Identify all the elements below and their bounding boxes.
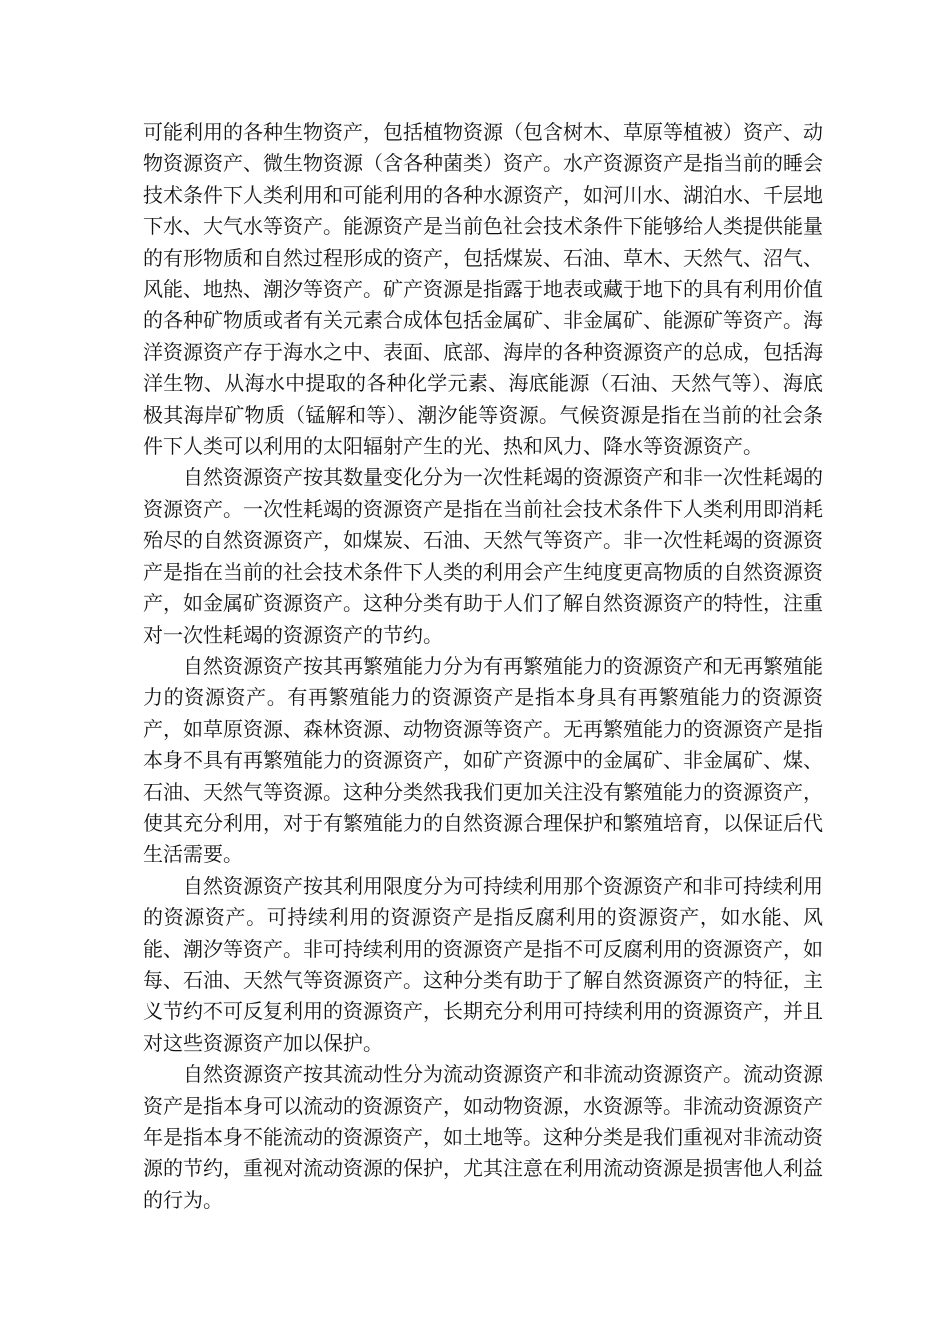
paragraph-2: 自然资源资产按其数量变化分为一次性耗竭的资源资产和非一次性耗竭的资源资产。一次性耗竭的资源资产是指在当前社会技术条件下人类利用即消耗殆尽的自然资源资产，如煤炭、石油、天然气等资产。非一次性耗竭的资源资产是指在当前的社会技术条件下人类的利用会产生纯度更高物质的自然资源资产，如金属矿资源资产。这种分类有助于人们了解自然资源资产的特性，注重对一次性耗竭的资源资产的节约。 bbox=[143, 465, 823, 647]
paragraph-4: 自然资源资产按其利用限度分为可持续利用那个资源资产和非可持续利用的资源资产。可持续利用的资源资产是指反腐利用的资源资产，如水能、风能、潮汐等资产。非可持续利用的资源资产是指不可反腐利用的资源资产，如每、石油、天然气等资源资产。这种分类有助于了解自然资源资产的特征，主义节约不可反复利用的资源资产，长期充分利用可持续利用的资源资产，并且对这些资源资产加以保护。 bbox=[143, 873, 823, 1055]
paragraph-3: 自然资源资产按其再繁殖能力分为有再繁殖能力的资源资产和无再繁殖能力的资源资产。有再繁殖能力的资源资产是指本身具有再繁殖能力的资源资产，如草原资源、森林资源、动物资源等资产。无再繁殖能力的资源资产是指本身不具有再繁殖能力的资源资产，如矿产资源中的金属矿、非金属矿、煤、石油、天然气等资源。这种分类然我我们更加关注没有繁殖能力的资源资产，使其充分利用，对于有繁殖能力的自然资源合理保护和繁殖培育，以保证后代生活需要。 bbox=[143, 653, 823, 867]
paragraph-1: 可能利用的各种生物资产，包括植物资源（包含树木、草原等植被）资产、动物资源资产、微生物资源（含各种菌类）资产。水产资源资产是指当前的睡会技术条件下人类利用和可能利用的各种水源资产，如河川水、湖泊水、千层地下水、大气水等资产。能源资产是当前色社会技术条件下能够给人类提供能量的有形物质和自然过程形成的资产，包括煤炭、石油、草木、天然气、沼气、风能、地热、潮汐等资产。矿产资源是指露于地表或藏于地下的具有利用价值的各种矿物质或者有关元素合成体包括金属矿、非金属矿、能源矿等资产。海洋资源资产存于海水之中、表面、底部、海岸的各种资源资产的总成，包括海洋生物、从海水中提取的各种化学元素、海底能源（石油、天然气等）、海底极其海岸矿物质（锰解和等）、潮汐能等资源。气候资源是指在当前的社会条件下人类可以利用的太阳辐射产生的光、热和风力、降水等资源资产。 bbox=[143, 120, 823, 459]
document-body bbox=[143, 117, 823, 1216]
paragraph-5: 自然资源资产按其流动性分为流动资源资产和非流动资源资产。流动资源资产是指本身可以流动的资源资产，如动物资源，水资源等。非流动资源资产年是指本身不能流动的资源资产，如土地等。这种分类是我们重视对非流动资源的节约，重视对流动资源的保护，尤其注意在利用流动资源是损害他人利益的行为。 bbox=[143, 1062, 823, 1212]
